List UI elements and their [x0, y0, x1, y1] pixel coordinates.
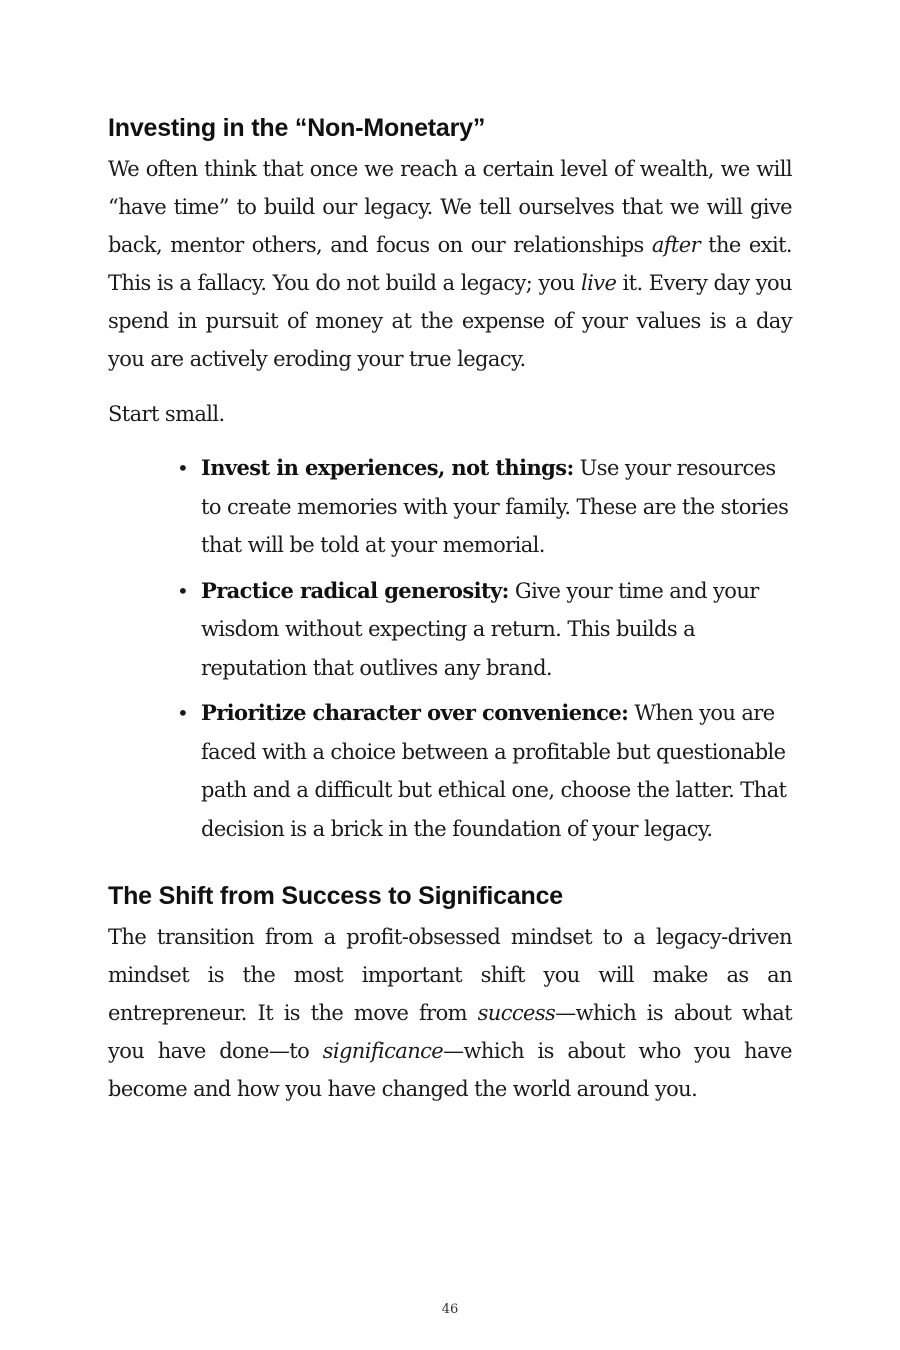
paragraph-text: —which is about who you have become and how you have changed the world around you.	[108, 1039, 792, 1101]
bullet-list	[108, 449, 792, 848]
list-item-text: Give your time and your wisdom without expecting a return. This builds a reputation that outlives any brand.	[201, 578, 759, 680]
paragraph-text: it. Every day you spend in pursuit of money at the expense of your values is a day you are actively eroding your true legacy.	[108, 271, 792, 371]
emphasis-text: significance	[322, 1039, 444, 1063]
paragraph-text: The transition from a profit-obsessed mindset to a legacy-driven mindset is the most important shift you will make as an entrepreneur. It is the move from	[108, 925, 792, 1025]
bullet-icon: •	[177, 701, 189, 725]
section-heading-non-monetary: Investing in the “Non-Monetary”	[108, 114, 486, 142]
body-paragraph-start-small: Start small.	[108, 402, 225, 426]
paragraph-text: the exit. This is a fallacy. You do not build a legacy; you	[108, 233, 792, 295]
body-paragraph-significance	[108, 918, 792, 1108]
list-item	[177, 449, 792, 565]
list-item	[177, 694, 792, 848]
emphasis-text: after	[651, 233, 701, 257]
paragraph-text: We often think that once we reach a certain level of wealth, we will “have time” to build our legacy. We tell ourselves that we will give back, mentor others, and focus on our relationships	[108, 157, 792, 257]
body-paragraph-legacy	[108, 150, 792, 378]
paragraph-text: —which is about what you have done—to	[108, 1001, 792, 1063]
list-item-text: When you are faced with a choice between a profitable but questionable path and a difficult but ethical one, choose the latter. That decision is a brick in the foundation of your legacy.	[201, 701, 787, 841]
list-item-lead: Prioritize character over convenience:	[201, 700, 629, 725]
bullet-icon: •	[177, 578, 189, 603]
section-heading-significance: The Shift from Success to Significance	[108, 882, 563, 910]
list-item-lead: Practice radical generosity:	[201, 577, 509, 603]
list-item-text: Use your resources to create memories with your family. These are the stories that will be told at your memorial.	[201, 456, 789, 557]
page-content	[108, 112, 792, 1108]
page-number: 46	[441, 1302, 459, 1317]
bullet-icon: •	[177, 456, 189, 480]
emphasis-text: live	[580, 271, 617, 295]
list-item-lead: Invest in experiences, not things:	[201, 455, 574, 480]
list-item	[177, 572, 792, 688]
emphasis-text: success	[477, 1001, 556, 1025]
